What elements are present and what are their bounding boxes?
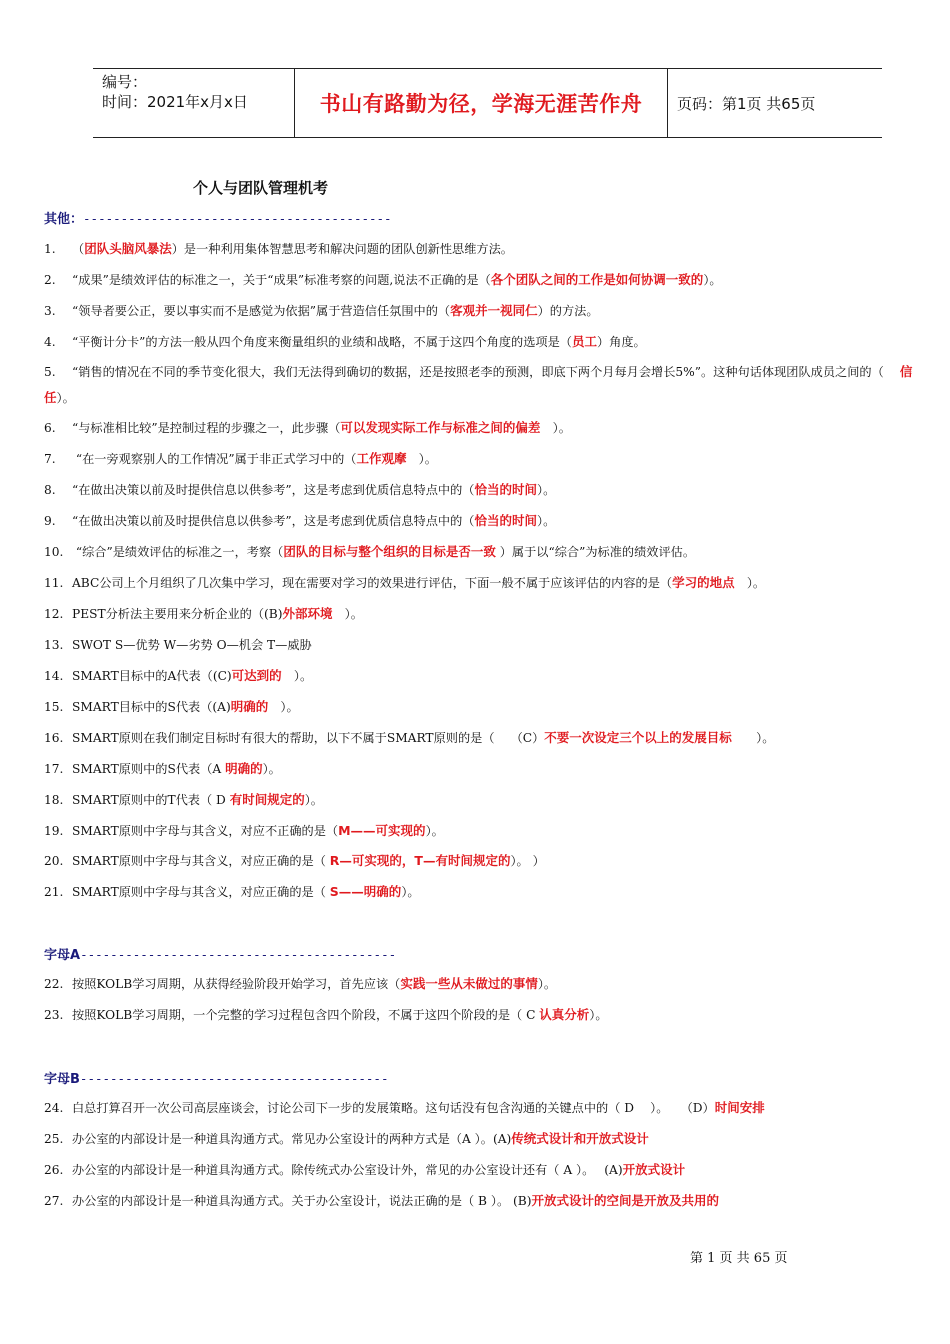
section-rule: ----------------------------------------- <box>83 211 392 226</box>
question-item: 18. SMART原则中的T代表（ D 有时间规定的）。 <box>44 792 323 807</box>
answer: 客观并一视同仁 <box>450 303 538 318</box>
answer: 明确的 <box>230 699 269 714</box>
question-item: 19. SMART原则中字母与其含义，对应不正确的是（M——可实现的）。 <box>44 823 444 838</box>
question-item: 27. 办公室的内部设计是一种道具沟通方式。关于办公室设计，说法正确的是（ B ）。 (B)开放式设计的空间是开放及共用的 <box>44 1193 720 1208</box>
answer: 认真分析 <box>539 1007 590 1022</box>
question-item: 5. “销售的情况在不同的季节变化很大，我们无法得到确切的数据，还是按照老李的预测，即底下两个月每月会增长5%”。这种句话体现团队成员之间的（ 信任）。 <box>44 364 913 405</box>
motto: 书山有路勤为径，学海无涯苦作舟 <box>319 92 643 116</box>
answer: 学习的地点 <box>672 575 735 590</box>
header-meta <box>93 69 294 137</box>
question-item: 15. SMART目标中的S代表（(A)明确的 ）。 <box>44 699 299 714</box>
section-heading-b <box>44 1068 388 1087</box>
question-item: 3. “领导者要公正，要以事实而不是感觉为依据”属于营造信任氛围中的（客观并一视同仁）的方法。 <box>44 303 599 318</box>
answer: 恰当的时间 <box>474 513 537 528</box>
answer: 不要一次设定三个以上的发展目标 <box>544 730 732 745</box>
document-header <box>93 68 882 138</box>
answer: 外部环境 <box>282 606 333 621</box>
question-item: 26. 办公室的内部设计是一种道具沟通方式。除传统式办公室设计外，常见的办公室设计还有（ A ）。 (A)开放式设计 <box>44 1162 686 1177</box>
answer: S——明确的 <box>329 884 402 899</box>
answer: 工作观摩 <box>356 451 407 466</box>
answer: 有时间规定的 <box>229 792 305 807</box>
question-item: 11. ABC公司上个月组织了几次集中学习，现在需要对学习的效果进行评估，下面一般不属于应该评估的内容的是（学习的地点 ）。 <box>44 575 766 590</box>
header-page-info <box>668 69 882 137</box>
question-item: 16. SMART原则在我们制定目标时有很大的帮助，以下不属于SMART原则的是（ （C）不要一次设定三个以上的发展目标 ）。 <box>44 730 775 745</box>
section-rule: ----------------------------------------- <box>79 1071 389 1086</box>
answer: 开放式设计的空间是开放及共用的 <box>531 1193 720 1208</box>
question-item: 10. “综合”是绩效评估的标准之一，考察（团队的目标与整个组织的目标是否一致 ）属于以“综合”为标准的绩效评估。 <box>44 544 696 559</box>
page-info: 页码：第1页 共65页 <box>677 94 816 113</box>
question-item: 22. 按照KOLB学习周期，从获得经验阶段开始学习，首先应该（实践一些从未做过的事情）。 <box>44 976 557 991</box>
question-item: 2. “成果”是绩效评估的标准之一，关于“成果”标准考察的问题,说法不正确的是（各个团队之间的工作是如何协调一致的）。 <box>44 272 722 287</box>
question-item: 7. “在一旁观察别人的工作情况”属于非正式学习中的（工作观摩 ）。 <box>44 451 437 466</box>
question-item: 8. “在做出决策以前及时提供信息以供参考”，这是考虑到优质信息特点中的（恰当的时间）。 <box>44 482 556 497</box>
answer: 信任 <box>44 364 913 405</box>
section-heading-a <box>44 944 396 963</box>
answer: 实践一些从未做过的事情 <box>400 976 538 991</box>
section-label: 其他： <box>44 212 84 227</box>
section-rule: ------------------------------------------ <box>80 947 397 962</box>
question-item: 20. SMART原则中字母与其含义，对应正确的是（ R—可实现的，T—有时间规定的）。 ） <box>44 853 545 868</box>
page-title: 个人与团队管理机考 <box>193 179 329 197</box>
answer: 可以发现实际工作与标准之间的偏差 <box>340 420 541 435</box>
answer: M——可实现的 <box>338 823 426 838</box>
question-item: 24. 白总打算召开一次公司高层座谈会，讨论公司下一步的发展策略。这句话没有包含沟通的关键点中的（ D ）。 （D）时间安排 <box>44 1100 765 1115</box>
question-item: 4. “平衡计分卡”的方法一般从四个角度来衡量组织的业绩和战略，不属于这四个角度的选项是（员工）角度。 <box>44 334 646 349</box>
answer: R—可实现的，T—有时间规定的 <box>329 853 511 868</box>
time-label: 时间：2021年x月x日 <box>102 93 248 111</box>
answer: 明确的 <box>225 761 263 776</box>
question-item: 21. SMART原则中字母与其含义，对应正确的是（ S——明确的）。 <box>44 884 420 899</box>
number-label: 编号： <box>102 73 148 91</box>
question-item: 25. 办公室的内部设计是一种道具沟通方式。常见办公室设计的两种方式是（A ）。(A)传统式设计和开放式设计 <box>44 1131 649 1146</box>
question-item: 13. SWOT S—优势 W—劣势 O—机会 T—威胁 <box>44 638 312 652</box>
answer: 开放式设计 <box>622 1162 686 1177</box>
answer: 时间安排 <box>714 1100 765 1115</box>
question-item: 17. SMART原则中的S代表（A 明确的）。 <box>44 761 281 776</box>
answer: 员工 <box>571 334 597 349</box>
answer: 可达到的 <box>231 668 282 683</box>
answer: 恰当的时间 <box>474 482 537 497</box>
question-item: 23. 按照KOLB学习周期，一个完整的学习过程包含四个阶段，不属于这四个阶段的是（ C 认真分析）。 <box>44 1007 608 1022</box>
answer: 各个团队之间的工作是如何协调一致的 <box>490 272 704 287</box>
question-item: 12. PEST分析法主要用来分析企业的（(B)外部环境 ）。 <box>44 606 363 621</box>
section-label: 字母B <box>44 1072 80 1087</box>
answer: 团队头脑风暴法 <box>84 241 172 256</box>
section-label: 字母A <box>44 948 81 963</box>
section-heading-other <box>44 208 392 227</box>
question-item: 9. “在做出决策以前及时提供信息以供参考”，这是考虑到优质信息特点中的（恰当的时间）。 <box>44 513 556 528</box>
question-item: 1. （团队头脑风暴法）是一种利用集体智慧思考和解决问题的团队创新性思维方法。 <box>44 241 513 256</box>
answer: 传统式设计和开放式设计 <box>511 1131 649 1146</box>
page-footer: 第 1 页 共 65 页 <box>690 1251 788 1266</box>
header-motto-cell <box>294 69 668 137</box>
question-item: 14. SMART目标中的A代表（(C)可达到的 ）。 <box>44 668 313 683</box>
question-item: 6. “与标准相比较”是控制过程的步骤之一，此步骤（可以发现实际工作与标准之间的偏差 ）。 <box>44 420 571 435</box>
answer: 团队的目标与整个组织的目标是否一致 <box>283 544 496 559</box>
